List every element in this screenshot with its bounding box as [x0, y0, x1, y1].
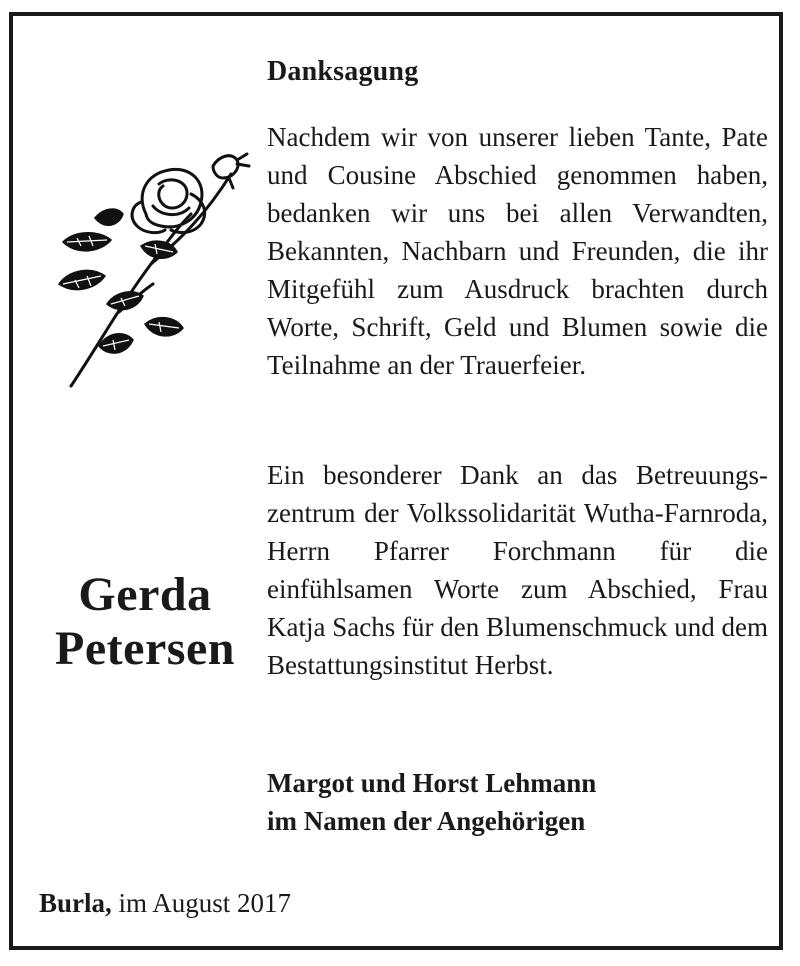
date-text: im August 2017 [118, 888, 292, 918]
place-date-line [39, 886, 291, 920]
deceased-first-name: Gerda [78, 568, 212, 621]
paragraph-special-thanks: Ein besonderer Dank an das Betreuungszentrum der Volkssolidarität Wutha-Farnroda, Herrn Pfarrer Forchmann für die einfühlsamen Worte zum Abschied, Frau Katja Sachs für den Blumenschmuck und dem Bestattungsinstitut Herbst. [267, 460, 768, 680]
obituary-card [9, 12, 783, 950]
rose-illustration-icon [41, 134, 256, 396]
place-name: Burla, [39, 888, 112, 918]
heading-danksagung: Danksagung [267, 56, 419, 87]
signature-relation: im Namen der Angehörigen [267, 806, 586, 836]
signature-names: Margot und Horst Lehmann [267, 768, 597, 798]
deceased-last-name: Petersen [55, 622, 235, 675]
paragraph-thanks: Nachdem wir von unserer lieben Tante, Pate und Cousine Abschied genommen haben, bedanken wir uns bei allen Verwandten, Bekannten, Nachbarn und Freunden, die ihr Mitgefühl zum Ausdruck brachten durch Worte, Schrift, Geld und Blumen sowie die Teilnahme an der Trauerfeier. [267, 122, 768, 380]
